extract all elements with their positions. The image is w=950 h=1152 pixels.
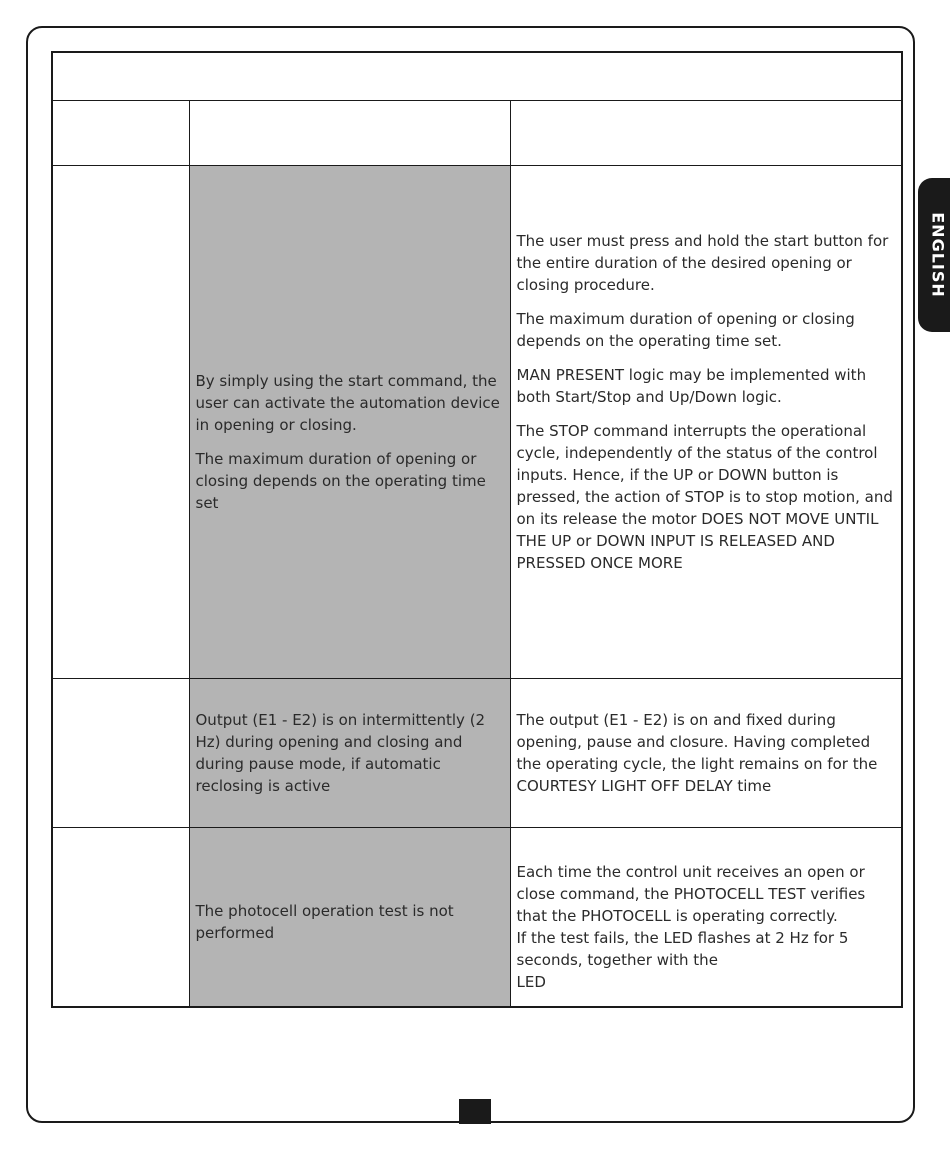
row-name bbox=[52, 678, 189, 827]
cell-paragraph: Output (E1 - E2) is on intermittently (2 Hz) during opening and closing and during pause mode, if automatic reclosing is active bbox=[195, 710, 486, 795]
options-table bbox=[51, 51, 903, 1008]
cell-paragraph: The output (E1 - E2) is on and fixed during opening, pause and closure. Having completed the operating cycle, the light remains on for the COURTESY LIGHT OFF DELAY time bbox=[516, 710, 878, 795]
row-name bbox=[52, 827, 189, 1007]
cell-paragraph: The maximum duration of opening or closing depends on the operating time set bbox=[195, 449, 486, 512]
cell-paragraph: By simply using the start command, the user can activate the automation device in opening or closing. bbox=[195, 371, 500, 434]
table-header-row bbox=[52, 100, 902, 165]
table-row bbox=[52, 827, 902, 1007]
language-tab bbox=[918, 178, 950, 332]
row-option-off bbox=[189, 165, 510, 678]
cell-paragraph: The maximum duration of opening or closing depends on the operating time set. bbox=[516, 309, 855, 350]
cell-paragraph: Each time the control unit receives an open or close command, the PHOTOCELL TEST verifies that the PHOTOCELL is operating correctly. If the test fails, the LED flashes at 2 Hz for 5 seconds, together with the LED bbox=[516, 862, 866, 991]
table-title-row bbox=[52, 52, 902, 100]
header-col2 bbox=[189, 100, 510, 165]
table-row bbox=[52, 678, 902, 827]
table-title bbox=[52, 52, 902, 100]
cell-paragraph: The photocell operation test is not performed bbox=[195, 901, 454, 942]
table-row bbox=[52, 165, 902, 678]
row-name bbox=[52, 165, 189, 678]
header-col1 bbox=[52, 100, 189, 165]
cell-paragraph: The STOP command interrupts the operational cycle, independently of the status of the control inputs. Hence, if the UP or DOWN button is pressed, the action of STOP is to stop motion, and on its release the motor DOES NOT MOVE UNTIL THE UP or DOWN INPUT IS RELEASED AND PRESSED ONCE MORE bbox=[516, 421, 893, 572]
row-option-on bbox=[510, 678, 902, 827]
row-option-off bbox=[189, 678, 510, 827]
header-col3 bbox=[510, 100, 902, 165]
row-option-on bbox=[510, 165, 902, 678]
row-option-off bbox=[189, 827, 510, 1007]
cell-paragraph: The user must press and hold the start button for the entire duration of the desired opening or closing procedure. bbox=[516, 231, 889, 294]
cell-paragraph: MAN PRESENT logic may be implemented with both Start/Stop and Up/Down logic. bbox=[516, 365, 867, 406]
language-tab-label: ENGLISH bbox=[928, 212, 948, 298]
row-option-on bbox=[510, 827, 902, 1007]
page-number-marker bbox=[459, 1099, 491, 1124]
